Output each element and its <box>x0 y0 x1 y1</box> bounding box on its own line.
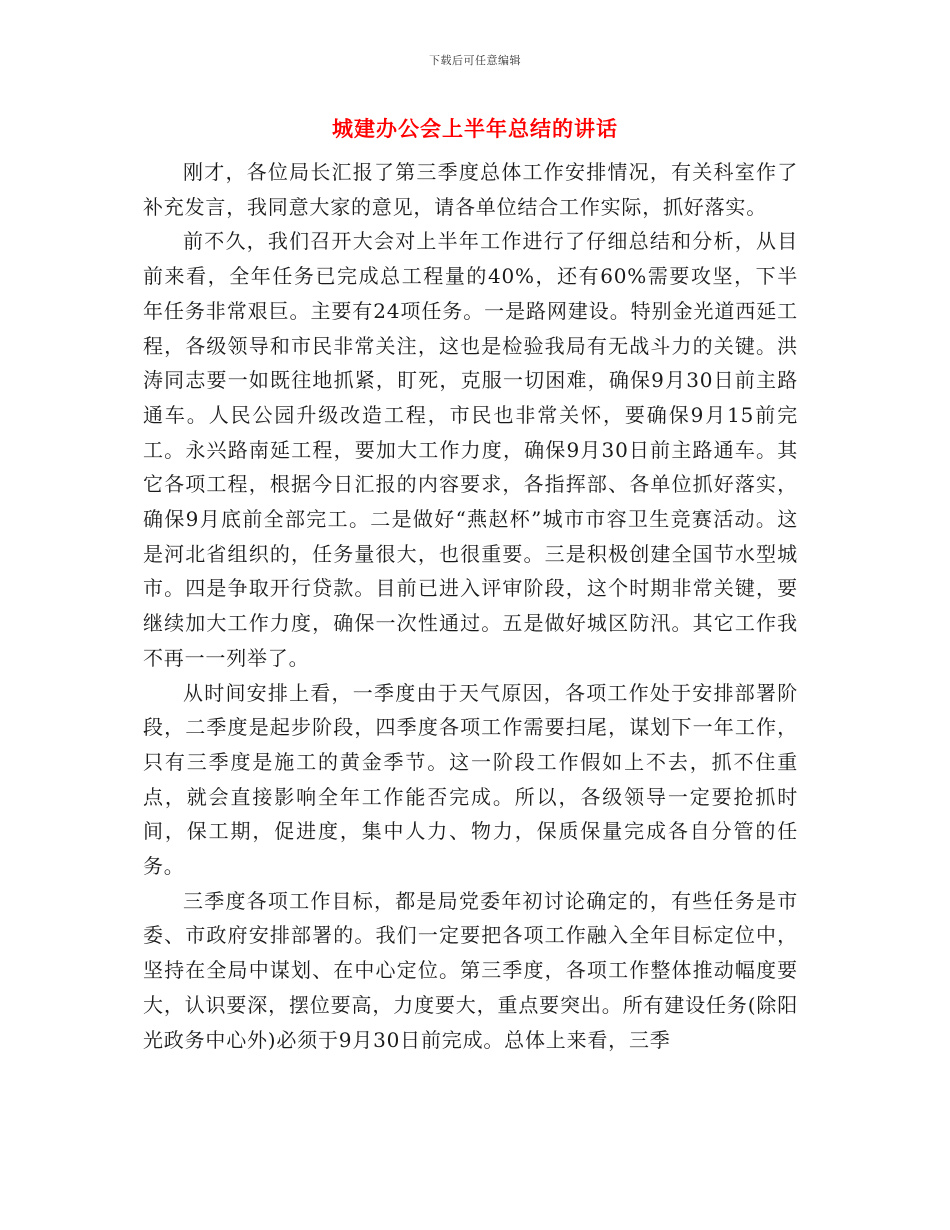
paragraph-schedule: 从时间安排上看，一季度由于天气原因，各项工作处于安排部署阶段，二季度是起步阶段，四季度各项工作需要扫尾，谋划下一年工作，只有三季度是施工的黄金季节。这一阶段工作假如上不去，抓不住重点，就会直接影响全年工作能否完成。所以，各级领导一定要抢抓时间，保工期，促进度，集中人力、物力，保质保量完成各自分管的任务。 <box>143 680 798 879</box>
document-body <box>143 155 798 1057</box>
paragraph-tasks: 前不久，我们召开大会对上半年工作进行了仔细总结和分析，从目前来看，全年任务已完成总工程量的40%，还有60%需要攻坚，下半年任务非常艰巨。主要有24项任务。一是路网建设。特别金光道西延工程，各级领导和市民非常关注，这也是检验我局有无战斗力的关键。洪涛同志要一如既往地抓紧，盯死，克服一切困难，确保9月30日前主路通车。人民公园升级改造工程，市民也非常关怀，要确保9月15前完工。永兴路南延工程，要加大工作力度，确保9月30日前主路通车。其它各项工程，根据今日汇报的内容要求，各指挥部、各单位抓好落实，确保9月底前全部完工。二是做好“燕赵杯”城市市容卫生竞赛活动。这是河北省组织的，任务量很大，也很重要。三是积极创建全国节水型城市。四是争取开行贷款。目前已进入评审阶段，这个时期非常关键，要继续加大工作力度，确保一次性通过。五是做好城区防汛。其它工作我不再一一列举了。 <box>143 229 798 670</box>
document-title: 城建办公会上半年总结的讲话 <box>332 116 618 141</box>
paragraph-goals: 三季度各项工作目标，都是局党委年初讨论确定的，有些任务是市委、市政府安排部署的。我们一定要把各项工作融入全年目标定位中，坚持在全局中谋划、在中心定位。第三季度，各项工作整体推动幅度要大，认识要深，摆位要高，力度要大，重点要突出。所有建设任务(除阳光政务中心外)必须于9月30日前完成。总体上来看，三季 <box>143 888 798 1052</box>
page-header-note: 下载后可任意编辑 <box>429 54 521 67</box>
paragraph-opening: 刚才，各位局长汇报了第三季度总体工作安排情况，有关科室作了补充发言，我同意大家的意见，请各单位结合工作实际，抓好落实。 <box>143 160 798 219</box>
